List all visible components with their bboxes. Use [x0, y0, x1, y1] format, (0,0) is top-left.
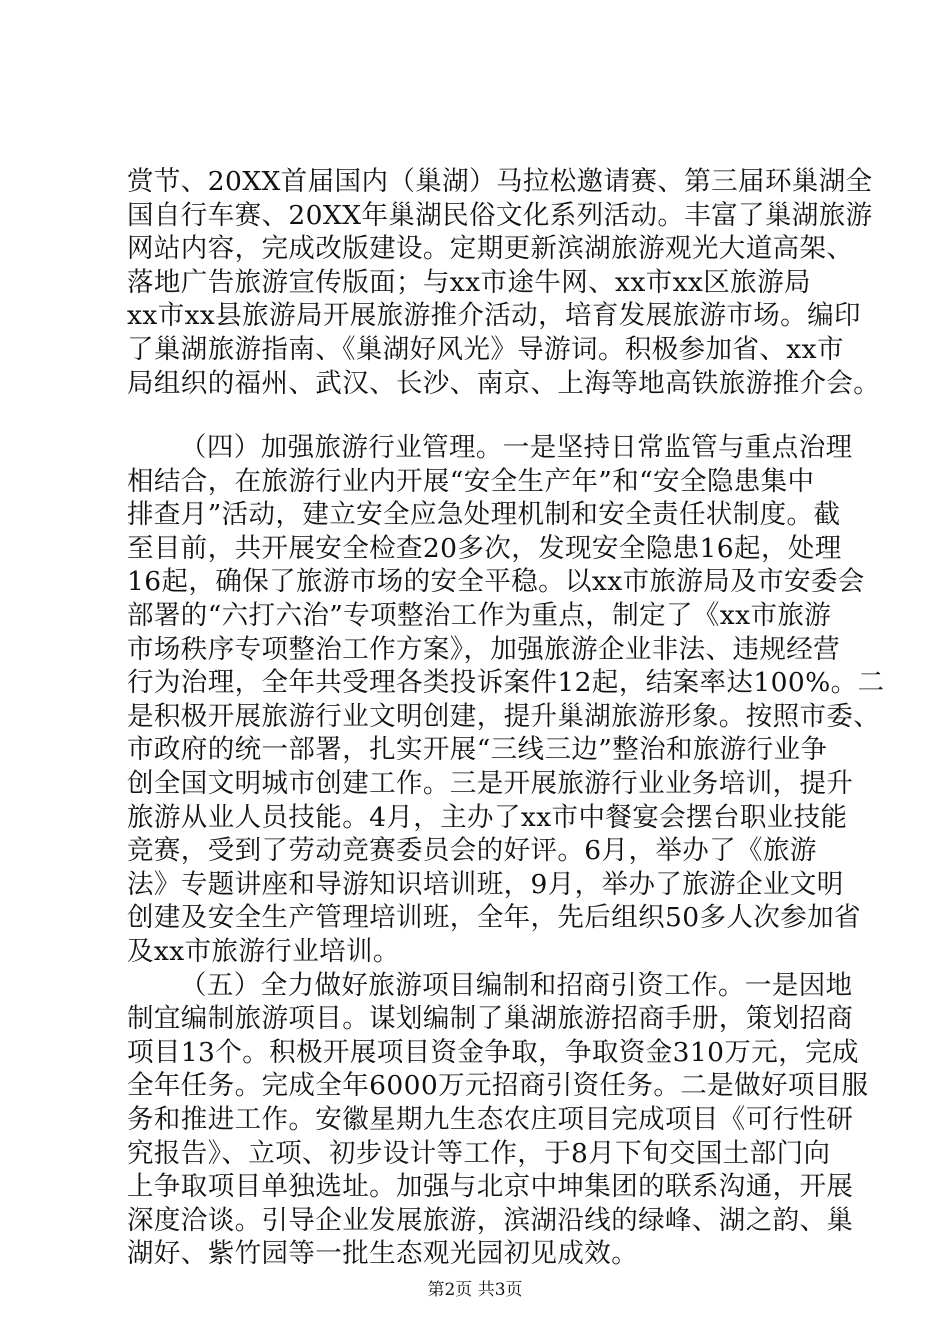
- paragraph-2-line: 市政府的统一部署，扎实开展“三线三边”整治和旅游行业争: [127, 734, 828, 766]
- paragraph-1-line: 网站内容，完成改版建设。定期更新滨湖旅游观光大道高架、: [127, 233, 854, 265]
- paragraph-2-line: 行为治理，全年共受理各类投诉案件12起，结案率达100%。二: [127, 667, 885, 699]
- paragraph-1-line: 赏节、20XX首届国内（巢湖）马拉松邀请赛、第三届环巢湖全: [127, 166, 873, 197]
- paragraph-2-line: 市场秩序专项整治工作方案》，加强旅游企业非法、违规经营: [127, 633, 841, 665]
- paragraph-2-line: 16起，确保了旅游市场的安全平稳。以xx市旅游局及市安委会: [127, 566, 865, 598]
- paragraph-1-line: 了巢湖旅游指南、《巢湖好风光》导游词。积极参加省、xx市: [127, 334, 844, 365]
- paragraph-1-line: 落地广告旅游宣传版面；与xx市途牛网、xx市xx区旅游局: [127, 266, 811, 298]
- paragraph-2-line: （四）加强旅游行业管理。一是坚持日常监管与重点治理: [180, 432, 853, 463]
- paragraph-3-line: 制宜编制旅游项目。谋划编制了巢湖旅游招商手册，策划招商: [127, 1003, 854, 1035]
- paragraph-3-line: 项目13个。积极开展项目资金争取，争取资金310万元，完成: [127, 1036, 859, 1068]
- paragraph-1-line: 国自行车赛、20XX年巢湖民俗文化系列活动。丰富了巢湖旅游: [127, 199, 873, 231]
- paragraph-2-line: 相结合，在旅游行业内开展“安全生产年”和“安全隐患集中: [127, 465, 815, 497]
- paragraph-2-line: 创建及安全生产管理培训班，全年，先后组织50多人次参加省: [127, 902, 861, 934]
- paragraph-3-line: 湖好、紫竹园等一批生态观光园初见成效。: [127, 1238, 639, 1270]
- paragraph-3-line: 上争取项目单独选址。加强与北京中坤集团的联系沟通，开展: [127, 1171, 854, 1203]
- page-footer: 第2页 共3页: [427, 1280, 523, 1300]
- paragraph-2-line: 旅游从业人员技能。4月，主办了xx市中餐宴会摆台职业技能: [127, 801, 848, 833]
- paragraph-1-line: xx市xx县旅游局开展旅游推介活动，培育发展旅游市场。编印: [127, 300, 861, 332]
- paragraph-1-line: 局组织的福州、武汉、长沙、南京、上海等地高铁旅游推介会。: [127, 367, 881, 399]
- paragraph-2-line: 排查月”活动，建立安全应急处理机制和安全责任状制度。截: [127, 499, 841, 531]
- paragraph-2-line: 竞赛，受到了劳动竞赛委员会的好评。6月，举办了《旅游: [127, 835, 817, 867]
- paragraph-3-line: 全年任务。完成全年6000万元招商引资任务。二是做好项目服: [127, 1070, 869, 1102]
- paragraph-2-line: 至目前，共开展安全检查20多次，发现安全隐患16起，处理: [127, 532, 842, 564]
- paragraph-2-line: 创全国文明城市创建工作。三是开展旅游行业业务培训，提升: [127, 768, 854, 799]
- paragraph-3-line: 深度洽谈。引导企业发展旅游，滨湖沿线的绿峰、湖之韵、巢: [127, 1204, 854, 1236]
- paragraph-3-line: 务和推进工作。安徽星期九生态农庄项目完成项目《可行性研: [127, 1104, 854, 1135]
- paragraph-2-line: 部署的“六打六治”专项整治工作为重点，制定了《xx市旅游: [127, 600, 832, 631]
- paragraph-2-line: 及xx市旅游行业培训。: [127, 936, 400, 967]
- paragraph-3-line: （五）全力做好旅游项目编制和招商引资工作。一是因地: [180, 969, 853, 1001]
- paragraph-2-line: 是积极开展旅游行业文明创建，提升巢湖旅游形象。按照市委、: [127, 700, 881, 732]
- paragraph-2-line: 法》专题讲座和导游知识培训班，9月，举办了旅游企业文明: [127, 868, 844, 900]
- paragraph-3-line: 究报告》、立项、初步设计等工作，于8月下旬交国土部门向: [127, 1137, 831, 1169]
